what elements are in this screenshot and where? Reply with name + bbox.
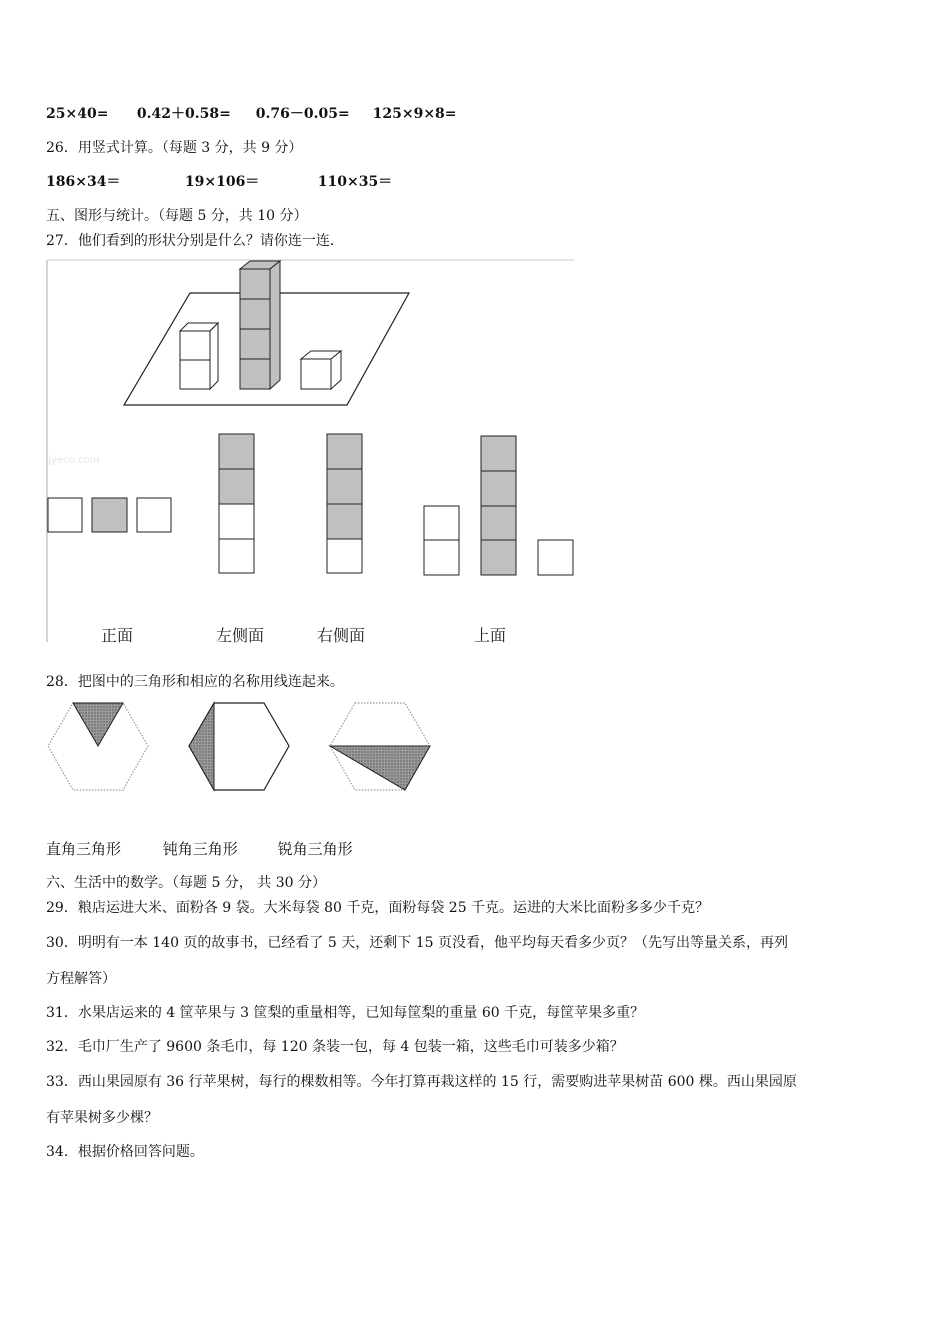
q25-item: 0.42＋0.58= (136, 106, 231, 122)
q27-title: 27．他们看到的形状分别是什么？请你连一连. (46, 233, 335, 249)
triangle-name: 钝角三角形 (162, 840, 238, 858)
view-option-4 (424, 436, 573, 575)
q26-row (46, 171, 392, 191)
q25-item: 25×40= (46, 106, 109, 122)
q26-item: 110×35＝ (317, 174, 393, 190)
q30-text-line2: 方程解答） (46, 971, 116, 987)
cube-single-right (301, 351, 341, 389)
q31-text: 31．水果店运来的 4 筐苹果与 3 筐梨的重量相等，已知每筐梨的重量 60 千克，每筐苹果多重？ (46, 1005, 645, 1021)
q28-title: 28．把图中的三角形和相应的名称用线连起来。 (46, 674, 344, 690)
triangle-name: 直角三角形 (46, 840, 122, 858)
q33-text-line1: 33．西山果园原有 36 行苹果树，每行的棵数相等。今年打算再栽这样的 15 行，需要购进苹果树苗 600 棵。西山果园原 (46, 1074, 797, 1090)
q29-text: 29．粮店运进大米、面粉各 9 袋。大米每袋 80 千克，面粉每袋 25 千克。运进的大米比面粉多多少千克？ (46, 900, 710, 916)
q27-figure-svg (46, 258, 576, 644)
view-option-1 (48, 498, 171, 532)
label-top: 上面 (474, 626, 507, 645)
label-left-side: 左侧面 (216, 626, 265, 645)
q26-title: 26．用竖式计算。（每题 3 分，共 9 分） (46, 140, 303, 156)
q25-item: 0.76－0.05= (255, 106, 350, 122)
view-option-2 (219, 434, 254, 573)
q27-figure (46, 258, 576, 644)
view-option-3 (327, 434, 362, 573)
obtuse-triangle-shape (189, 703, 214, 790)
q25-row (46, 103, 457, 123)
q34-text: 34．根据价格回答问题。 (46, 1144, 204, 1160)
cube-stack-middle (240, 261, 280, 389)
hexagon-1 (48, 703, 148, 790)
q28-figure-svg (46, 700, 436, 795)
section-5-heading: 五、图形与统计。（每题 5 分，共 10 分） (46, 208, 308, 224)
hexagon-3 (330, 703, 430, 790)
label-front: 正面 (101, 626, 134, 645)
q32-text: 32．毛巾厂生产了 9600 条毛巾，每 120 条装一包，每 4 包装一箱，这些毛巾可装多少箱？ (46, 1039, 624, 1055)
section-6-heading: 六、生活中的数学。（每题 5 分， 共 30 分） (46, 875, 326, 891)
q28-figure (46, 700, 436, 795)
q30-text-line1: 30．明明有一本 140 页的故事书，已经看了 5 天，还剩下 15 页没看，他平均每天看多少页？（先写出等量关系，再列 (46, 935, 788, 951)
hexagon-2 (189, 703, 289, 790)
label-right-side: 右侧面 (317, 626, 366, 645)
triangle-name: 锐角三角形 (277, 840, 353, 858)
watermark: jyeoo.com (48, 455, 100, 466)
cube-stack-left (180, 323, 218, 389)
q26-item: 19×106＝ (184, 174, 260, 190)
q26-item: 186×34＝ (46, 174, 121, 190)
q33-text-line2: 有苹果树多少棵？ (46, 1110, 158, 1126)
q28-names-row (46, 838, 353, 859)
q25-item: 125×9×8= (372, 106, 457, 122)
